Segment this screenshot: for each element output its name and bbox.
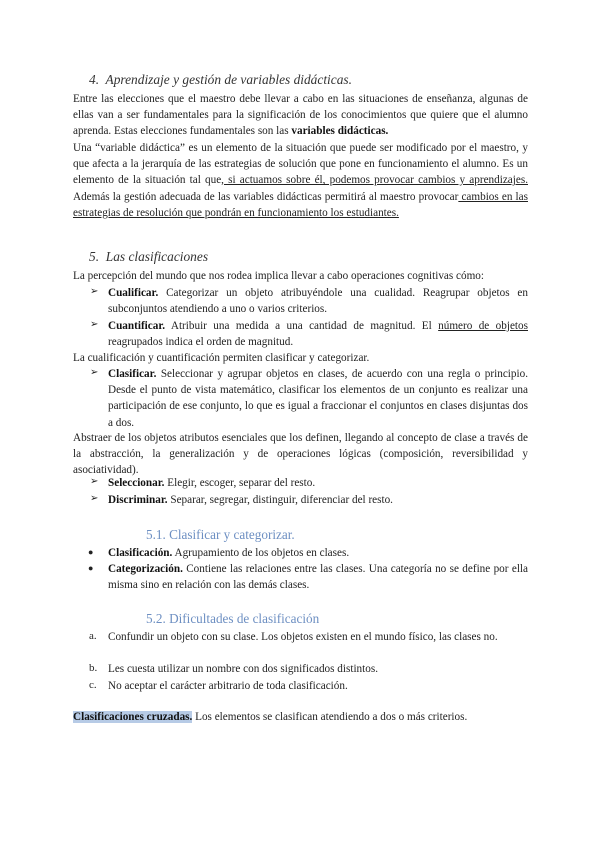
paragraph-text: Los elementos se clasifican atendiendo a dos o más criterios. [192,711,468,723]
item-text: Seleccionar y agrupar objetos en clases, de acuerdo con una regla o principio. Desde el punto de vista matemático, clasificar los elementos de un conjunto es realizar una participación de ese conjunto, lo que es igual a fraccionar el conjuntos en clases disjuntas dos a dos. [108,368,528,429]
section-4-heading [89,72,352,88]
section-title: Aprendizaje y gestión de variables didácticas. [105,72,352,87]
underlined-text: cambios en las estrategias de resolución que pondrán en funcionamiento los estudiantes. [73,190,528,219]
list-item-seleccionar [108,475,528,491]
list-marker: b. [89,662,98,674]
paragraph-text: La cualificación y cuantificación permiten clasificar y categorizar. [73,352,370,364]
list-item-dificultad-a: Confundir un objeto con su clase. Los objetos existen en el mundo físico, las clases no. [108,631,498,643]
item-text: Elegir, escoger, separar del resto. [164,477,316,489]
paragraph-text: Una “variable didáctica” es un elemento de la situación que puede ser modificado por el maestro, y que afecta a la jerarquía de las estrategias de solución que pone en funcionamiento el alumno. Es un elemento de la situación tal que, [73,142,528,187]
paragraph-text: Además la gestión adecuada de las variables didácticas permitirá al maestro provocar [73,190,459,203]
subsection-5-1-heading: 5.1. Clasificar y categorizar. [146,527,295,542]
bold-term: Cualificar. [108,287,159,299]
item-text: Contiene las relaciones entre las clases. Una categoría no se define por ella misma sino en relación con las demás clases. [108,563,528,592]
paragraph-variable-definition [73,140,528,221]
bold-term: Seleccionar. [108,477,165,489]
item-text: Agrupamiento de los objetos en clases. [172,547,350,559]
item-text: Separar, segregar, distinguir, diferenciar del resto. [167,494,393,506]
list-item-clasificar [108,366,528,431]
section-number: 4. [89,72,100,87]
bold-term: Categorización. [108,563,183,575]
paragraph-text: Entre las elecciones que el maestro debe llevar a cabo en las situaciones de enseñanza, algunas de ellas van a ser fundamentales para la significación de los conocimientos que quiere que el alumno aprenda. Estas elecciones fundamentales son las [73,93,528,138]
item-text: reagrupados indica el orden de magnitud. [108,336,294,349]
list-marker: a. [89,630,97,642]
paragraph-variables-intro [73,91,528,140]
bold-term: Clasificar. [108,368,157,380]
arrow-bullet-icon: ➢ [90,286,99,297]
item-text: Categorizar un objeto atribuyéndole una cualidad. Reagrupar objetos en subconjuntos atendiendo a uno o varios criterios. [108,287,528,316]
underlined-text: si actuamos sobre él, podemos provocar cambios y aprendizajes. [223,174,528,187]
list-item-categorizacion [108,561,528,593]
list-item-cualificar [108,285,528,317]
section-number: 5. [89,249,100,264]
bold-term: Cuantificar. [108,320,166,332]
list-item-dificultad-b: Les cuesta utilizar un nombre con dos significados distintos. [108,663,379,675]
bold-term: Clasificación. [108,547,173,559]
paragraph-cualificacion [73,350,528,366]
arrow-bullet-icon: ➢ [90,367,99,378]
section-5-heading [89,249,208,265]
arrow-bullet-icon: ➢ [90,319,99,330]
list-marker: c. [89,679,97,691]
item-text: Atribuir una medida a una cantidad de magnitud. El [165,320,439,332]
list-item-discriminar [108,492,528,508]
paragraph-cruzadas [73,709,528,725]
bullet-dot-icon: ● [88,563,94,573]
highlighted-term: Clasificaciones cruzadas. [73,711,193,723]
paragraph-operaciones-intro [73,268,528,284]
paragraph-text: La percepción del mundo que nos rodea implica llevar a cabo operaciones cognitivas cómo: [73,270,484,282]
paragraph-abstraer [73,430,528,479]
bold-term: Discriminar. [108,494,168,506]
subsection-5-2-heading: 5.2. Dificultades de clasificación [146,611,320,626]
list-item-cuantificar [108,318,528,350]
list-item-clasificacion [108,545,528,561]
arrow-bullet-icon: ➢ [90,476,99,487]
paragraph-text: Abstraer de los objetos atributos esenciales que los definen, llegando al concepto de clase a través de la abstracción, la generalización y de operaciones lógicas (composición, reversibilidad y asociatividad). [73,432,528,477]
bullet-dot-icon: ● [88,547,94,557]
underlined-text: número de objetos [438,320,528,332]
list-item-dificultad-c: No aceptar el carácter arbitrario de toda clasificación. [108,680,348,692]
arrow-bullet-icon: ➢ [90,493,99,504]
section-title: Las clasificaciones [105,249,209,264]
bold-term: variables didácticas. [291,125,389,138]
